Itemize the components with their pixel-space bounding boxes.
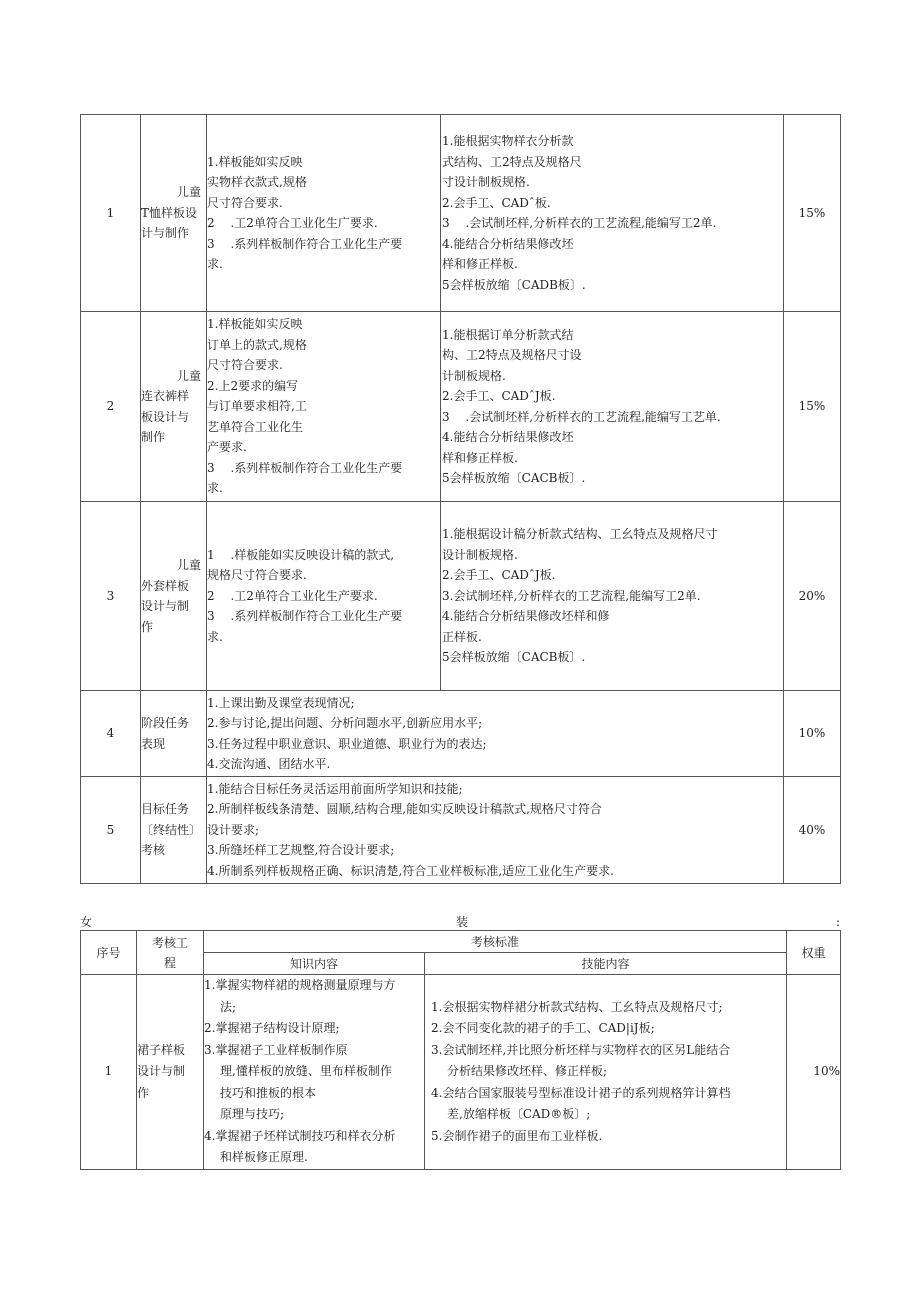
header-weight: 权重 — [787, 931, 841, 975]
skill-cell: 1.能根据实物样衣分析款 式结构、工2特点及规格尺 寸设计制板规格. 2.会手工、CADˆ板. 3 .会试制坯样,分析样衣的工艺流程,能编写工2单. 4.能结合分析结果修改坯 样和修正样板. 5会样板放缩〔CADB板〕. — [441, 115, 784, 312]
skill-cell: 1.能根据订单分析款式结 构、工2特点及规格尺寸设 计制板规格. 2.会手工、CADˆJ板. 3 .会试制坯样,分析样衣的工艺流程,能编写工艺单. 4.能结合分析结果修改坯 样和修正样板. 5会样板放缩〔CACB板〕. — [441, 312, 784, 502]
knowledge-cell: 1 .样板能如实反映设计稿的款式, 规格尺寸符合要求. 2 .工2单符合工业化生产要求. 3 .系列样板制作符合工业化生产要 求. — [207, 502, 441, 691]
table-row — [81, 502, 841, 691]
knowledge-cell: 1.样板能如实反映 实物样衣款式,规格 尺寸符合要求. 2 .工2单符合工业化生广要求. 3 .系列样板制作符合工业化生产要 求. — [207, 115, 441, 312]
project-name: 裙子样板 设计与制 作 — [137, 975, 204, 1170]
task-name: 阶段任务 表现 — [141, 691, 207, 777]
knowledge-line: 4.掌握裙子坯样试制技巧和样衣分析 — [204, 1128, 396, 1143]
weight-cell: 10% — [787, 975, 841, 1170]
knowledge-line: 原理与技巧; — [220, 1107, 285, 1121]
weight-cell: 15% — [784, 312, 841, 502]
knowledge-cell: 1.样板能如实反映 订单上的款式,规格 尺寸符合要求. 2.上2要求的编写 与订单要求相符,工 艺单符合工业化生 产要求. 3 .系列样板制作符合工业化生产要 求. — [207, 312, 441, 502]
section-heading-left: 女 — [80, 915, 93, 929]
weight-cell: 15% — [784, 115, 841, 312]
row-number: 1 — [81, 975, 137, 1170]
weight-cell: 10% — [784, 691, 841, 777]
row-number: 2 — [81, 312, 141, 502]
header-standard: 考核标准 — [204, 931, 787, 953]
skill-cell — [425, 975, 787, 1170]
knowledge-line: 3.掌握裙子工业样板制作原 — [204, 1042, 348, 1057]
table-row — [81, 777, 841, 884]
header-knowledge: 知识内容 — [204, 953, 425, 975]
header-no: 序号 — [81, 931, 137, 975]
knowledge-cell — [204, 975, 425, 1170]
header-skill: 技能内容 — [425, 953, 787, 975]
table-row — [81, 975, 841, 1170]
skill-line: 1.会根据实物样裙分析款式结构、工幺特点及规格尺寸; — [431, 999, 723, 1014]
table-header-row — [81, 931, 841, 953]
content-cell: 1.上课出勤及课堂表现情况; 2.参与讨论,提出问题、分析问题水平,创新应用水平; 3.任务过程中职业意识、职业道德、职业行为的表达; 4.交流沟通、团结水平. — [207, 691, 784, 777]
row-number: 1 — [81, 115, 141, 312]
content-cell: 1.能结合目标任务灵活运用前面所学知识和技能; 2.所制样板线条清楚、圆顺,结构合理,能如实反映设计稿款式,规格尺寸符合 设计要求; 3.所缝坯样工艺规整,符合设计要求; 4.所制系列样板规格正确、标识清楚,符合工业样板标准,适应工业化生产要求. — [207, 777, 784, 884]
task-name: 儿童 T恤样板设 计与制作 — [141, 115, 207, 312]
section-heading — [80, 914, 840, 930]
skill-line: 分析结果修改坯样、修正样板; — [447, 1064, 608, 1078]
row-number: 5 — [81, 777, 141, 884]
skill-line: 2.会不同变化款的裙子的手工、CAD|iJ板; — [431, 1021, 655, 1035]
skill-line: 3.会试制坯样,并比照分析坯样与实物样衣的区另L能结合 — [431, 1042, 731, 1057]
assessment-table-2 — [80, 930, 841, 1170]
weight-cell: 40% — [784, 777, 841, 884]
skill-cell: 1.能根据设计稿分析款式结构、工幺特点及规格尺寸 设计制板规格. 2.会手工、CADˆJ板. 3.会试制坯样,分析样衣的工艺流程,能编写工2单. 4.能结合分析结果修改坯样和修 正样板. 5会样板放缩〔CACB板〕. — [441, 502, 784, 691]
row-number: 3 — [81, 502, 141, 691]
task-name: 儿童 连衣裤样 板设计与 制作 — [141, 312, 207, 502]
header-project: 考核工 程 — [137, 931, 204, 975]
knowledge-line: 和样板修正原理. — [220, 1150, 308, 1164]
section-heading-right: : — [835, 915, 840, 929]
knowledge-line: 1.掌握实物样裙的规格测量原理与方 — [204, 978, 396, 992]
section-heading-center: 装 — [456, 915, 469, 929]
table-row — [81, 312, 841, 502]
knowledge-line: 技巧和推板的根本 — [220, 1085, 317, 1100]
task-name: 目标任务 〔终结性〕 考核 — [141, 777, 207, 884]
table-row — [81, 691, 841, 777]
skill-line: 差,放缩样板〔CAD®板〕; — [447, 1107, 591, 1121]
row-number: 4 — [81, 691, 141, 777]
knowledge-line: 理,懂样板的放缝、里布样板制作 — [220, 1064, 392, 1078]
skill-line: 4.会结合国家服装号型标准设计裙子的系列规格笄计算档 — [431, 1085, 731, 1100]
skill-line: 5.会制作裙子的面里布工业样板. — [431, 1128, 603, 1143]
table-row — [81, 115, 841, 312]
knowledge-line: 法; — [220, 999, 237, 1014]
assessment-table-1 — [80, 114, 841, 884]
knowledge-line: 2.掌握裙子结构设计原理; — [204, 1021, 340, 1035]
weight-cell: 20% — [784, 502, 841, 691]
task-name: 儿童 外套样板 设计与制 作 — [141, 502, 207, 691]
